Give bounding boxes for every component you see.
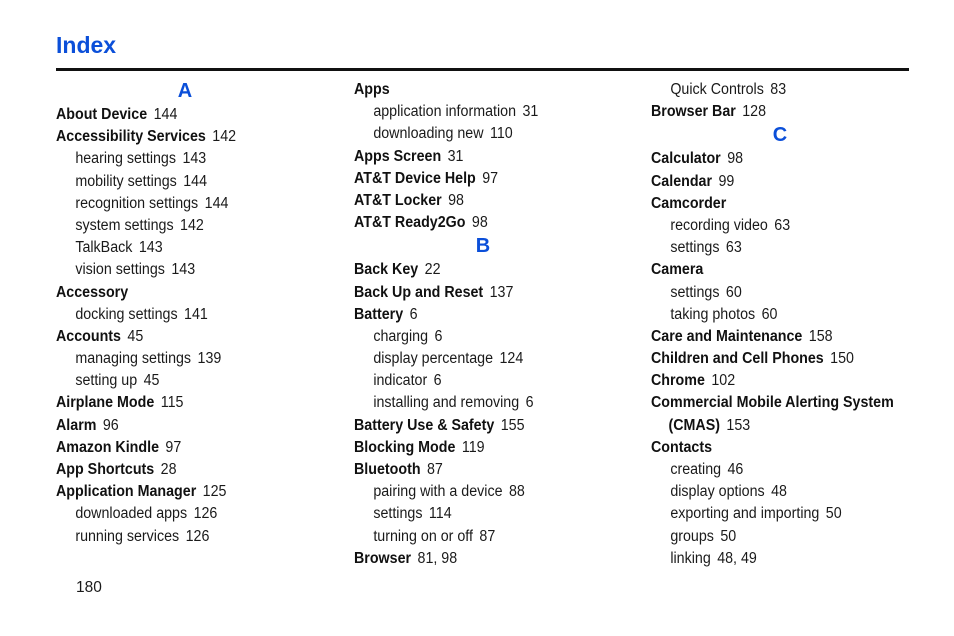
- index-term: settings: [670, 239, 720, 257]
- index-term: AT&T Ready2Go: [354, 214, 466, 232]
- index-subentry: [56, 526, 323, 548]
- index-page-ref[interactable]: 142: [212, 128, 237, 146]
- index-term: Alarm: [56, 416, 97, 434]
- index-page-ref[interactable]: 139: [197, 350, 222, 368]
- index-column-2: [354, 79, 644, 570]
- index-page-ref[interactable]: 31: [447, 147, 464, 165]
- index-term: Camera: [651, 261, 704, 279]
- index-subentry: [354, 123, 621, 145]
- index-term: system settings: [75, 216, 174, 234]
- index-term: Browser: [354, 549, 412, 567]
- index-term: Apps: [354, 81, 390, 98]
- index-entry: [56, 282, 323, 304]
- index-page-ref[interactable]: 63: [774, 216, 791, 234]
- index-page-ref[interactable]: 87: [479, 527, 496, 545]
- index-entry: [651, 148, 918, 170]
- index-entry: [56, 392, 323, 414]
- index-term: AT&T Locker: [354, 191, 442, 209]
- index-page-ref[interactable]: 60: [725, 283, 742, 301]
- index-page-ref[interactable]: 99: [718, 172, 735, 190]
- index-entry: [56, 415, 323, 437]
- index-entry: [354, 79, 621, 101]
- index-term: Bluetooth: [354, 461, 421, 478]
- index-entry: [354, 259, 621, 281]
- title-rule: [56, 68, 909, 71]
- index-page-ref[interactable]: 102: [711, 372, 736, 390]
- index-entry: [354, 304, 621, 326]
- index-page-ref[interactable]: 143: [182, 150, 207, 168]
- index-page-ref[interactable]: 48, 49: [717, 549, 757, 567]
- index-subentry: [354, 326, 621, 348]
- index-entry: [651, 193, 918, 215]
- index-subentry: [651, 548, 918, 570]
- index-term: Calculator: [651, 150, 721, 168]
- index-page-ref[interactable]: 87: [426, 461, 443, 478]
- index-term: charging: [373, 327, 429, 345]
- index-term: recording video: [670, 216, 768, 234]
- index-page-ref[interactable]: 115: [160, 394, 184, 412]
- index-page-ref[interactable]: 6: [433, 372, 442, 390]
- index-term: Application Manager: [56, 483, 197, 501]
- index-entry: [56, 481, 323, 503]
- index-entry: [354, 415, 621, 437]
- index-subentry: [651, 526, 918, 548]
- index-entry: [651, 326, 918, 348]
- index-term: managing settings: [75, 350, 192, 368]
- index-term: Amazon Kindle: [56, 438, 159, 456]
- index-term: vision settings: [75, 261, 165, 279]
- index-entry: [354, 459, 621, 481]
- index-subentry: [354, 526, 621, 548]
- index-page-ref[interactable]: 137: [489, 283, 514, 301]
- index-term: (CMAS): [668, 416, 720, 434]
- index-page-ref[interactable]: 143: [171, 261, 196, 279]
- index-page-ref[interactable]: 96: [102, 416, 119, 434]
- index-term: Apps Screen: [354, 147, 442, 165]
- index-page-ref[interactable]: 144: [153, 106, 178, 123]
- index-page-ref[interactable]: 150: [830, 350, 854, 368]
- index-page-ref[interactable]: 143: [138, 239, 163, 257]
- index-subentry: [56, 370, 323, 392]
- index-entry: [651, 415, 918, 437]
- index-entry: [651, 392, 918, 414]
- index-term: pairing with a device: [373, 483, 503, 501]
- index-page-ref[interactable]: 46: [727, 461, 744, 478]
- index-subentry: [354, 503, 621, 525]
- index-subentry: [354, 481, 621, 503]
- index-page-ref[interactable]: 45: [127, 327, 144, 345]
- index-entry: [651, 259, 918, 281]
- index-page-ref[interactable]: 128: [742, 103, 767, 121]
- index-subentry: [56, 259, 323, 281]
- index-subentry: [354, 101, 621, 123]
- index-subentry: [651, 79, 918, 101]
- index-entry: [56, 104, 323, 126]
- index-entry: [354, 548, 621, 570]
- index-subentry: [56, 348, 323, 370]
- index-page-ref[interactable]: 144: [204, 194, 229, 212]
- index-subentry: [56, 193, 323, 215]
- index-term: Chrome: [651, 372, 705, 390]
- index-page-ref[interactable]: 97: [165, 438, 182, 456]
- index-term: TalkBack: [75, 239, 133, 257]
- index-term: App Shortcuts: [56, 461, 155, 478]
- index-term: Blocking Mode: [354, 438, 456, 456]
- index-entry: [354, 168, 621, 190]
- index-page-ref[interactable]: 6: [434, 327, 443, 345]
- index-entry: [651, 101, 918, 123]
- page-number: 180: [76, 579, 102, 596]
- index-entry: [354, 146, 621, 168]
- index-page-ref[interactable]: 126: [193, 505, 218, 523]
- index-page-ref[interactable]: 63: [725, 239, 742, 257]
- index-page-ref[interactable]: 110: [489, 125, 513, 143]
- index-page-ref[interactable]: 155: [500, 416, 525, 434]
- index-term: groups: [670, 527, 714, 545]
- index-page-ref[interactable]: 114: [428, 505, 452, 523]
- index-page-ref[interactable]: 119: [461, 438, 485, 456]
- index-column-3: [651, 79, 941, 570]
- index-term: Commercial Mobile Alerting System: [651, 394, 894, 412]
- index-entry: [56, 437, 323, 459]
- index-page-ref[interactable]: 83: [770, 81, 787, 98]
- index-term: settings: [670, 283, 720, 301]
- index-term: Accessory: [56, 283, 129, 301]
- index-entry: [56, 326, 323, 348]
- index-letter-heading: A: [177, 80, 193, 102]
- index-term: Care and Maintenance: [651, 327, 803, 345]
- index-subentry: [651, 481, 918, 503]
- index-term: Airplane Mode: [56, 394, 155, 412]
- index-page-ref[interactable]: 60: [761, 305, 778, 323]
- index-subentry: [651, 304, 918, 326]
- index-term: exporting and importing: [670, 505, 820, 523]
- index-entry: [651, 437, 918, 459]
- index-term: AT&T Device Help: [354, 169, 476, 187]
- index-term: About Device: [56, 106, 148, 123]
- index-page-ref[interactable]: 98: [727, 150, 744, 168]
- index-page-ref[interactable]: 98: [471, 214, 488, 232]
- index-page-ref[interactable]: 141: [184, 305, 208, 323]
- index-entry: [354, 190, 621, 212]
- index-subentry: [56, 237, 323, 259]
- index-term: Battery Use & Safety: [354, 416, 495, 434]
- index-page-ref[interactable]: 124: [499, 350, 524, 368]
- index-term: Camcorder: [651, 194, 727, 212]
- index-term: Contacts: [651, 438, 713, 456]
- index-subentry: [651, 503, 918, 525]
- index-term: application information: [373, 103, 517, 121]
- index-term: Accounts: [56, 327, 121, 345]
- index-term: setting up: [75, 372, 138, 390]
- index-term: indicator: [373, 372, 428, 390]
- index-subentry: [651, 237, 918, 259]
- index-term: installing and removing: [373, 394, 520, 412]
- index-subentry: [56, 171, 323, 193]
- index-term: display percentage: [373, 350, 494, 368]
- index-page-ref[interactable]: 98: [448, 191, 464, 209]
- index-subentry: [56, 215, 323, 237]
- index-page-ref[interactable]: 6: [409, 305, 418, 323]
- index-page-ref[interactable]: 28: [160, 461, 177, 478]
- index-term: downloaded apps: [75, 505, 188, 523]
- index-term: recognition settings: [75, 194, 199, 212]
- index-letter-heading: C: [772, 124, 788, 147]
- index-subentry: [354, 392, 621, 414]
- index-entry: [354, 437, 621, 459]
- index-term: Battery: [354, 305, 404, 323]
- index-term: mobility settings: [75, 172, 177, 190]
- page-title: Index: [56, 32, 117, 58]
- index-subentry: [651, 459, 918, 481]
- index-term: linking: [670, 549, 711, 567]
- index-subentry: [354, 348, 621, 370]
- index-term: hearing settings: [75, 150, 177, 168]
- index-subentry: [56, 304, 323, 326]
- index-term: Children and Cell Phones: [651, 350, 824, 368]
- index-term: docking settings: [75, 305, 178, 323]
- index-page-ref[interactable]: 88: [508, 483, 525, 501]
- index-term: Quick Controls: [670, 81, 764, 98]
- index-term: Calendar: [651, 172, 713, 190]
- index-page-ref[interactable]: 125: [202, 483, 227, 501]
- index-column-1: [56, 79, 346, 548]
- index-page-ref[interactable]: 158: [808, 327, 833, 345]
- index-term: Accessibility Services: [56, 128, 206, 146]
- index-page-ref[interactable]: 97: [482, 169, 499, 187]
- index-subentry: [651, 215, 918, 237]
- index-term: taking photos: [670, 305, 756, 323]
- index-entry: [354, 282, 621, 304]
- index-term: settings: [373, 505, 423, 523]
- index-term: downloading new: [373, 125, 484, 143]
- index-page-ref[interactable]: 31: [522, 103, 539, 121]
- index-term: display options: [670, 483, 765, 501]
- index-page-ref[interactable]: 144: [183, 172, 208, 190]
- index-subentry: [354, 370, 621, 392]
- index-page-ref[interactable]: 22: [424, 261, 441, 279]
- index-page-ref[interactable]: 6: [525, 394, 534, 412]
- index-entry: [56, 459, 323, 481]
- index-entry: [56, 126, 323, 148]
- index-page-ref[interactable]: 126: [185, 527, 210, 545]
- index-entry: [354, 212, 621, 234]
- index-term: Back Up and Reset: [354, 283, 484, 301]
- index-term: turning on or off: [373, 527, 473, 545]
- index-subentry: [56, 503, 323, 525]
- index-page-ref[interactable]: 48: [771, 483, 787, 501]
- index-page-ref[interactable]: 45: [143, 372, 160, 390]
- index-page-ref[interactable]: 142: [180, 216, 204, 234]
- index-page-ref[interactable]: 153: [726, 416, 751, 434]
- index-entry: [651, 171, 918, 193]
- index-term: running services: [75, 527, 180, 545]
- index-entry: [651, 370, 918, 392]
- index-term: Back Key: [354, 261, 419, 279]
- index-term: Browser Bar: [651, 103, 736, 121]
- index-page-ref[interactable]: 81, 98: [417, 549, 458, 567]
- index-subentry: [56, 148, 323, 170]
- index-subentry: [651, 282, 918, 304]
- index-term: creating: [670, 461, 722, 478]
- index-letter-heading: B: [475, 235, 491, 258]
- index-page-ref[interactable]: 50: [720, 527, 737, 545]
- index-page-ref[interactable]: 50: [825, 505, 842, 523]
- index-entry: [651, 348, 918, 370]
